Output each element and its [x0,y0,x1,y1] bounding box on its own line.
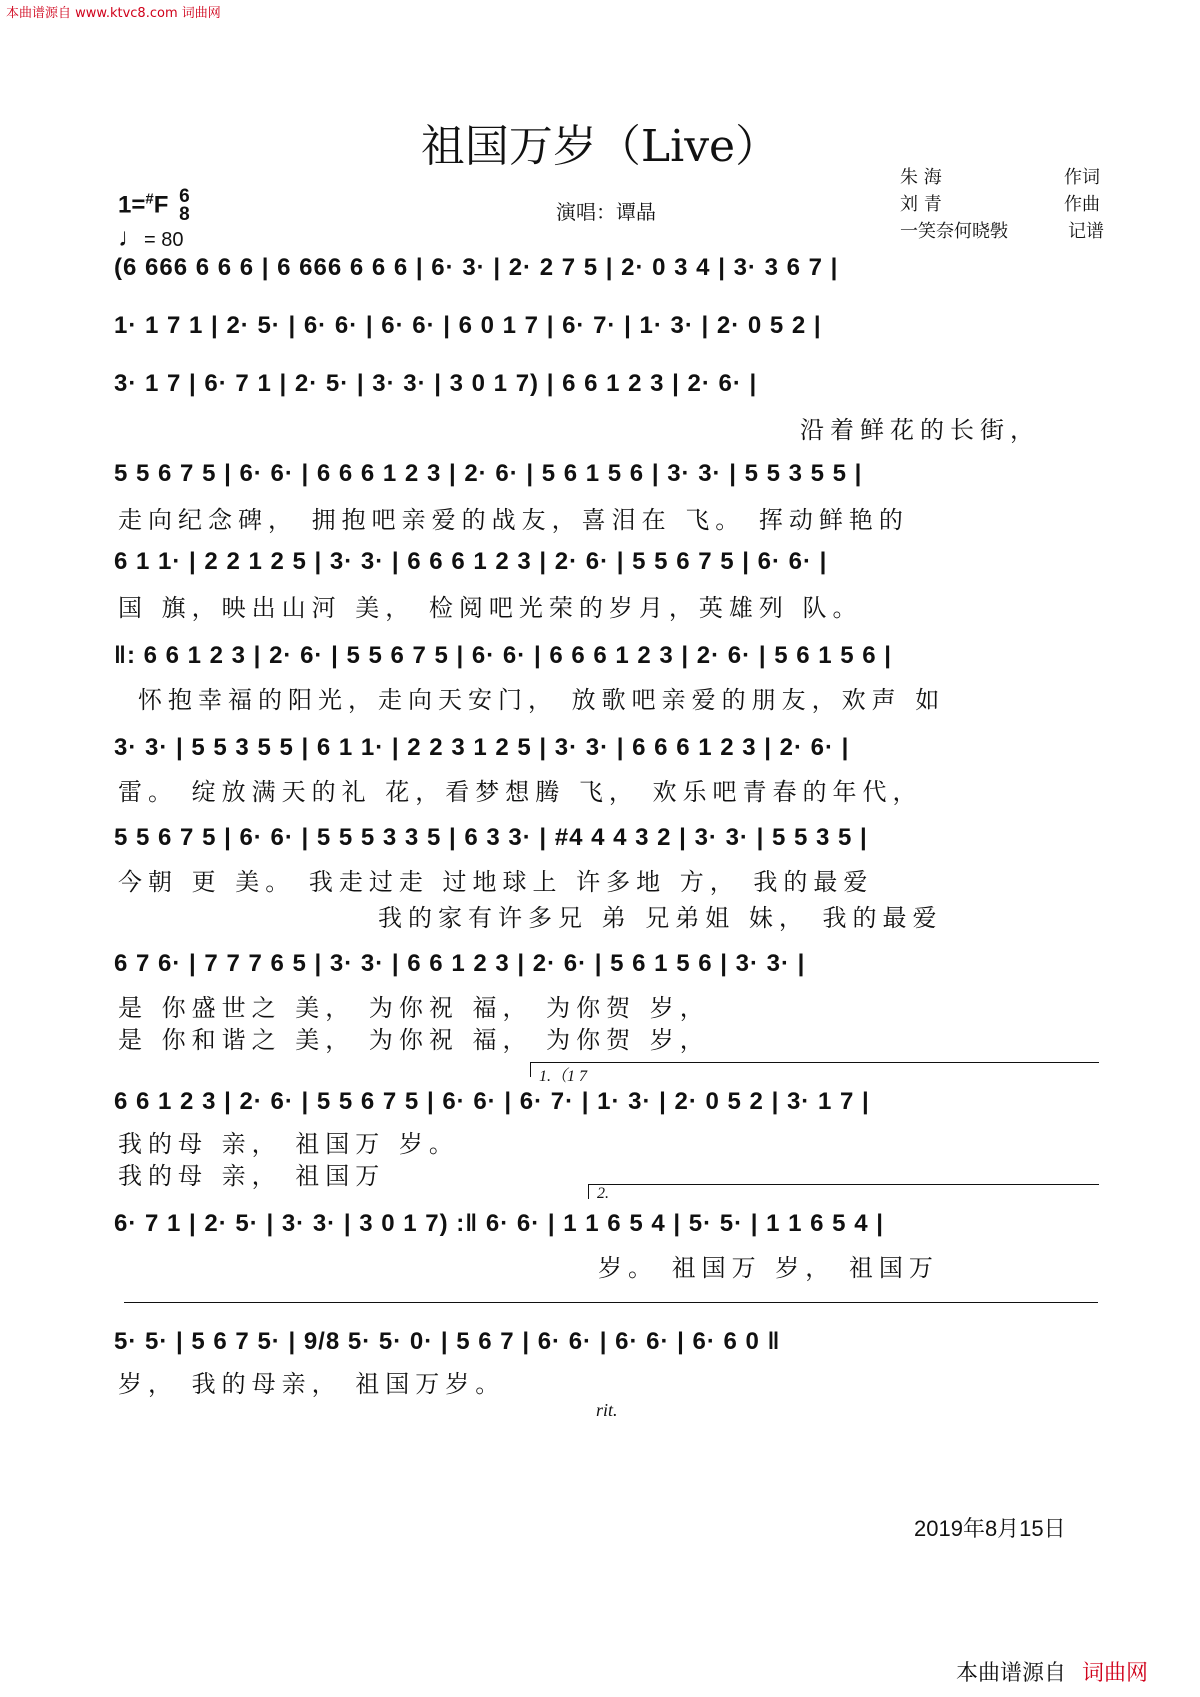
watermark-bottom-right: 词曲网 [1081,1661,1148,1686]
tempo-marking [118,222,183,253]
score-line-9: 6 7 6· | 7 7 7 6 5 | 3· 3· | 6 6 1 2 3 | 2· 6· | 5 6 1 5 6 | 3· 3· | [114,950,806,977]
lyric-line-13: 岁， 我的母亲， 祖国万岁。 [118,1370,506,1398]
score-line-1: (6 666 6 6 6 | 6 666 6 6 6 | 6· 3· | 2· 2 7 5 | 2· 0 3 4 | 3· 3 6 7 | [114,254,839,281]
score-line-12: 5· 5· | 5 6 7 5· | 9/8 5· 5· 0· | 5 6 7 | 6· 6· | 6· 6· | 6· 6 0 ‖ [114,1328,781,1355]
credits-block [900,164,1104,245]
lyric-line-2: 走向纪念碑， 拥抱吧亲爱的战友，喜泪在 飞。 挥动鲜艳的 [118,506,909,534]
transcriber-credit: 一笑奈何晓斅 记谱 [900,221,1104,242]
score-line-5: 6 1 1· | 2 2 1 2 5 | 3· 3· | 6 6 6 1 2 3 | 2· 6· | 5 5 6 7 5 | 6· 6· | [114,548,828,575]
score-line-3: 3· 1 7 | 6· 7 1 | 2· 5· | 3· 3· | 3 0 1 7) | 6 6 1 2 3 | 2· 6· | [114,370,758,397]
lyric-line-5: 雷。 绽放满天的礼 花，看梦想腾 飞， 欢乐吧青春的年代， [118,778,923,806]
score-line-4: 5 5 6 7 5 | 6· 6· | 6 6 6 1 2 3 | 2· 6· | 5 6 1 5 6 | 3· 3· | 5 5 3 5 5 | [114,460,863,487]
singer-credit: 演唱：谭晶 [556,200,656,224]
score-line-6: ‖: 6 6 1 2 3 | 2· 6· | 5 5 6 7 5 | 6· 6· | 6 6 6 1 2 3 | 2· 6· | 5 6 1 5 6 | [114,642,892,669]
phrase-line [124,1302,1098,1317]
lyric-line-8: 是 你盛世之 美， 为你祝 福， 为你贺 岁， [118,994,710,1022]
song-title: 祖国万岁（Live） [420,121,780,172]
time-top: 6 [179,186,190,207]
tempo-value: = 80 [144,229,184,251]
lyric-line-4: 怀抱幸福的阳光，走向天安门， 放歌吧亲爱的朋友，欢声 如 [138,686,946,714]
watermark-top: 本曲谱源自 www.ktvc8.com 词曲网 [6,6,221,21]
lyricist-credit: 朱 海 作词 [900,167,1100,188]
score-line-11: 6· 7 1 | 2· 5· | 3· 3· | 3 0 1 7) :‖ 6· 6· | 1 1 6 5 4 | 5· 5· | 1 1 6 5 4 | [114,1210,884,1237]
lyric-line-7: 我的家有许多兄 弟 兄弟姐 妹， 我的最爱 [378,904,943,932]
watermark-bottom [956,1656,1148,1687]
lyric-line-1: 沿着鲜花的长街， [800,416,1040,444]
second-ending-bracket: 2. [588,1184,1099,1199]
lyric-line-9: 是 你和谐之 美， 为你祝 福， 为你贺 岁， [118,1026,710,1054]
score-line-2: 1· 1 7 1 | 2· 5· | 6· 6· | 6· 6· | 6 0 1 7 | 6· 7· | 1· 3· | 2· 0 5 2 | [114,312,822,339]
ritardando-marking: rit. [596,1400,618,1420]
score-line-10: 6 6 1 2 3 | 2· 6· | 5 5 6 7 5 | 6· 6· | 6· 7· | 1· 3· | 2· 0 5 2 | 3· 1 7 | [114,1088,870,1115]
sharp-sign: # [145,190,154,208]
time-signature [179,188,190,224]
score-line-8: 5 5 6 7 5 | 6· 6· | 5 5 5 3 3 5 | 6 3 3· | #4 4 4 3 2 | 3· 3· | 5 5 3 5 | [114,824,868,851]
lyric-line-10: 我的母 亲， 祖国万 岁。 [118,1130,459,1158]
quarter-note-icon: ♩ [118,222,144,252]
lyric-line-3: 国 旗，映出山河 美， 检阅吧光荣的岁月，英雄列 队。 [118,594,863,622]
transcription-date: 2019年8月15日 [914,1516,1066,1541]
score-line-7: 3· 3· | 5 5 3 5 5 | 6 1 1· | 2 2 3 1 2 5 | 3· 3· | 6 6 6 1 2 3 | 2· 6· | [114,734,850,761]
lyric-line-6: 今朝 更 美。 我走过走 过地球上 许多地 方， 我的最爱 [118,868,874,896]
time-bottom: 8 [179,204,190,225]
key-signature [118,188,190,224]
lyric-line-12: 岁。 祖国万 岁， 祖国万 [598,1254,939,1282]
watermark-bottom-left: 本曲谱源自 [955,1661,1066,1686]
first-ending-bracket: 1.（1 7 [530,1062,1099,1077]
key-prefix: 1= [118,191,146,219]
composer-credit: 刘 青 作曲 [900,194,1100,215]
lyric-line-11: 我的母 亲， 祖国万 [118,1162,386,1190]
key-tonic: F [153,191,169,219]
